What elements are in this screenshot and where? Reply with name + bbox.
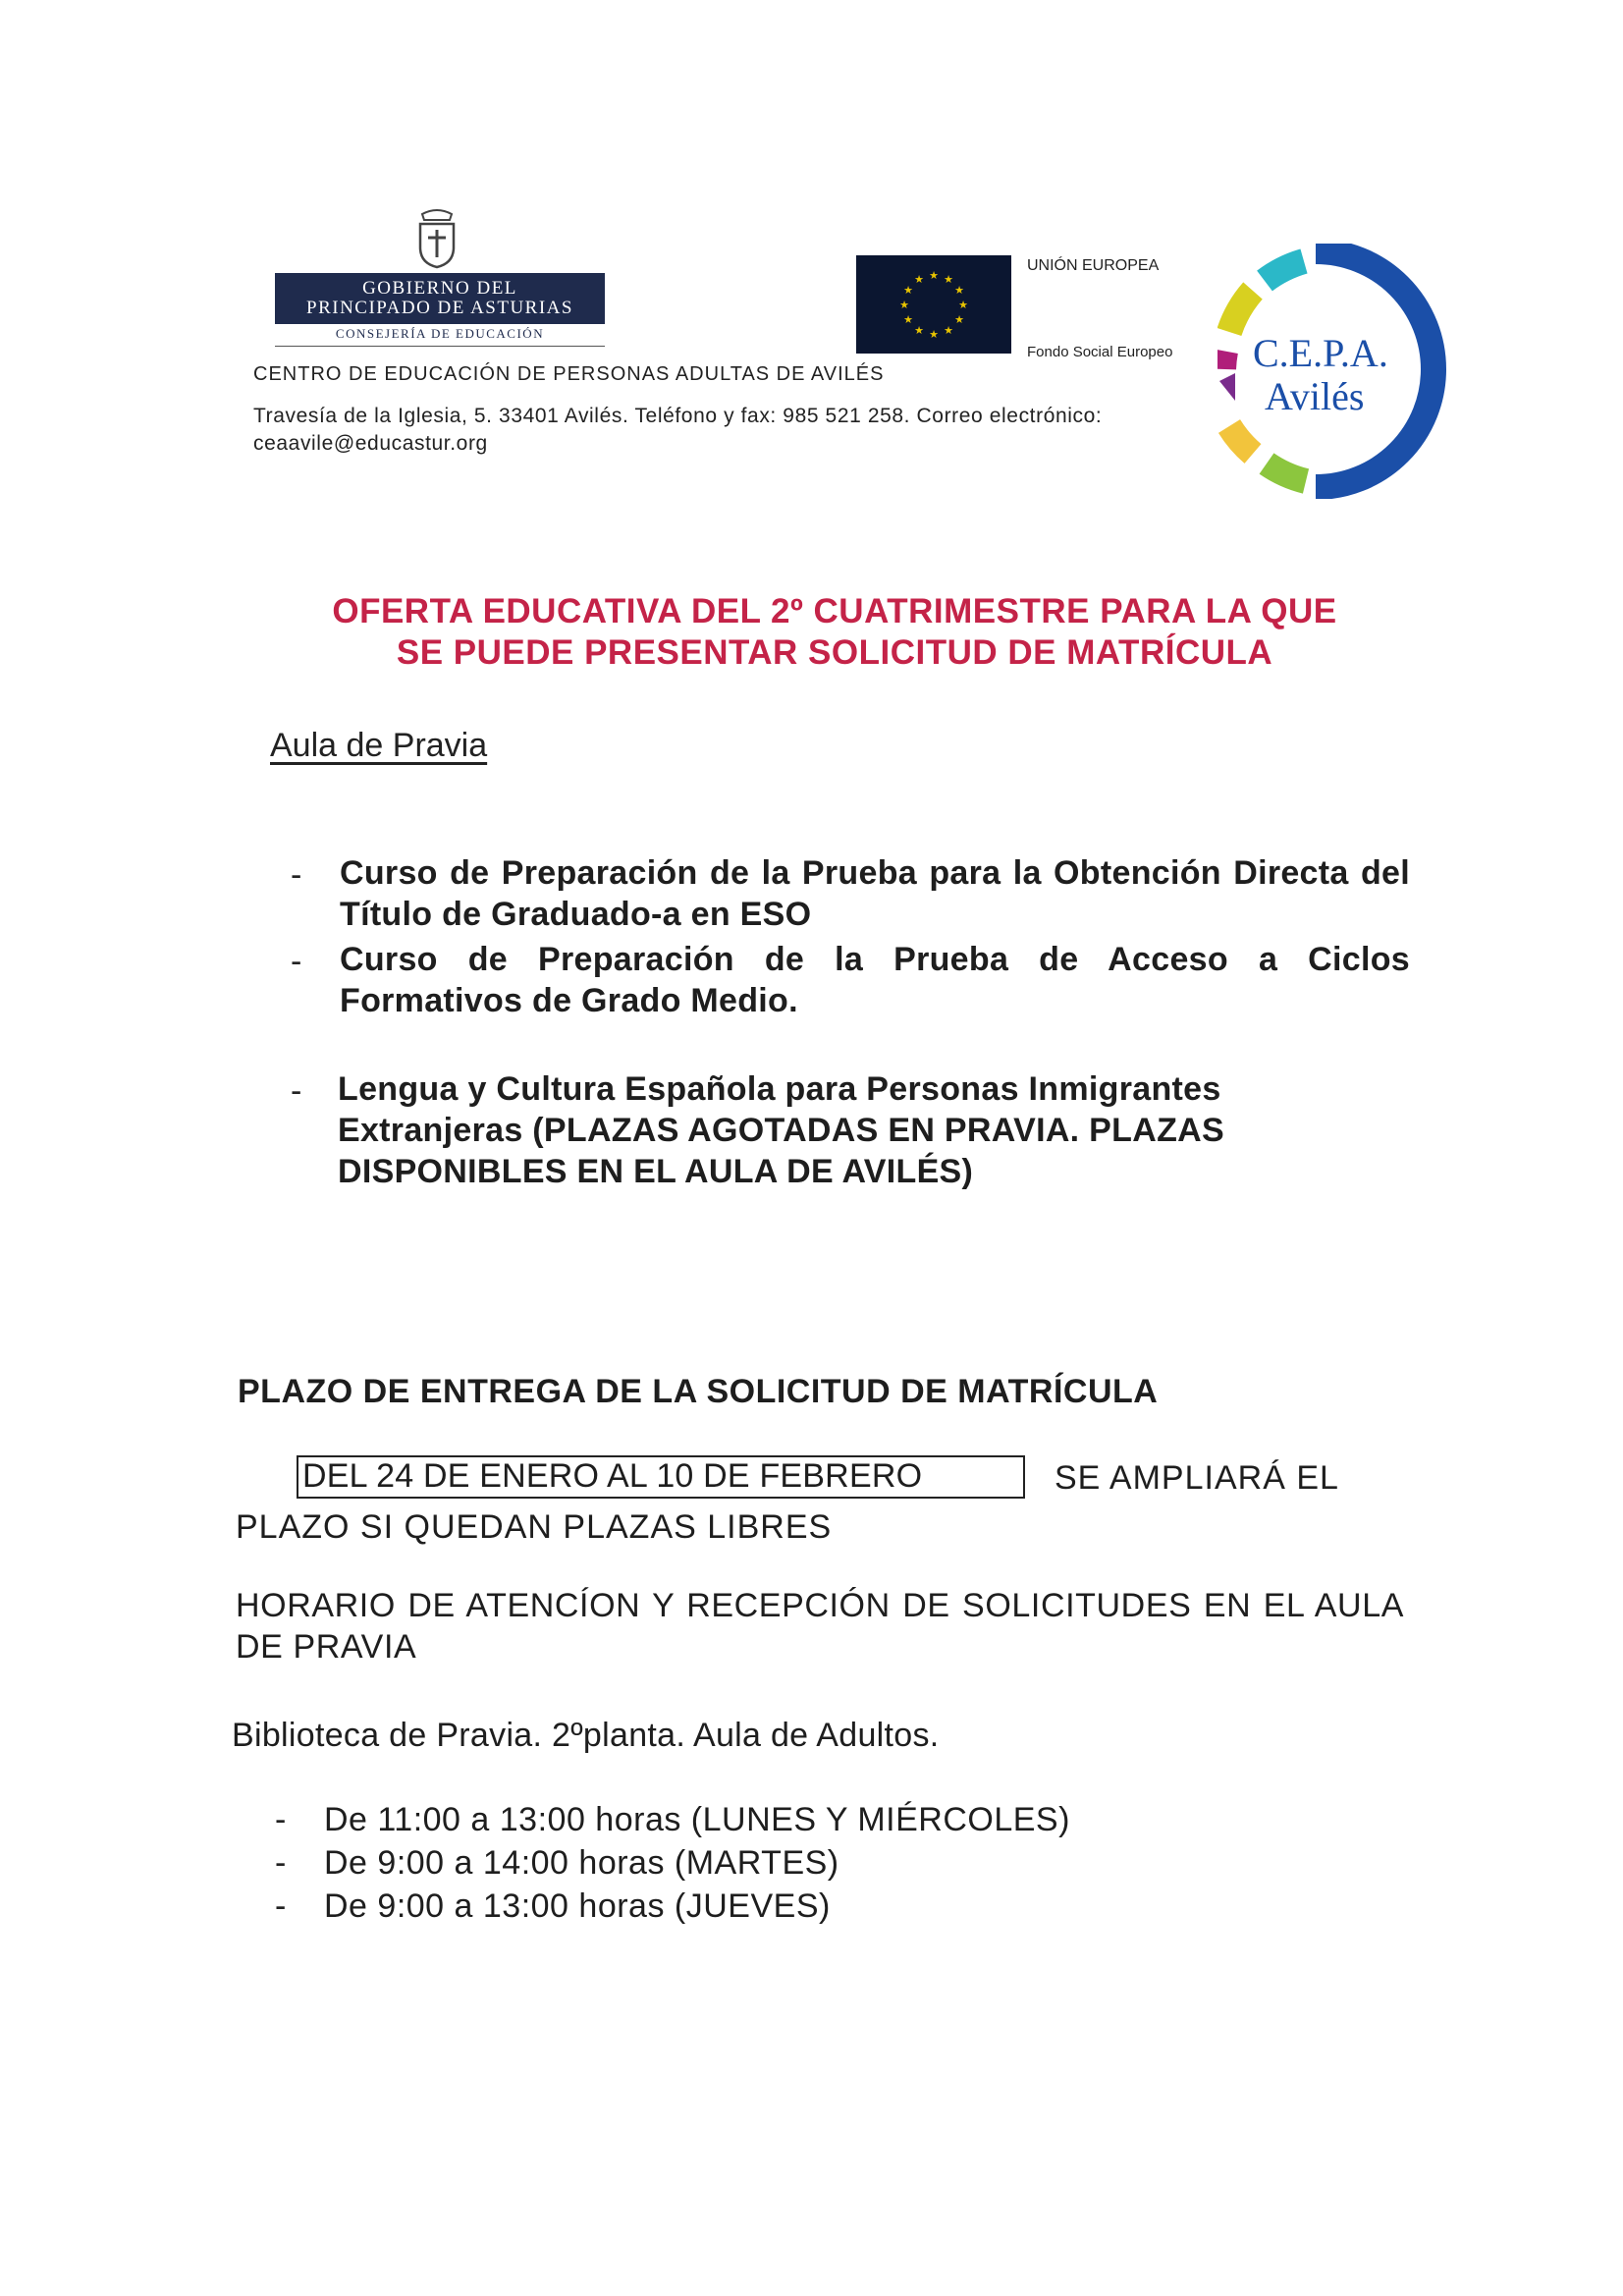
asturias-crest-icon xyxy=(412,208,461,269)
course-item-1: Curso de Preparación de la Prueba para la Obtención Directa del Título de Graduado-a en ESO xyxy=(340,854,1410,933)
eu-star-icon: ★ xyxy=(903,285,913,297)
bullet-dash: - xyxy=(275,1844,287,1882)
eu-star-icon: ★ xyxy=(944,325,953,337)
eu-star-icon: ★ xyxy=(954,285,964,297)
gov-department: CONSEJERÍA DE EDUCACIÓN xyxy=(335,326,545,341)
gov-line-2: PRINCIPADO DE ASTURIAS xyxy=(306,298,573,318)
eu-star-icon: ★ xyxy=(899,300,909,311)
bullet-dash: - xyxy=(275,1801,287,1838)
plazo-dates: DEL 24 DE ENERO AL 10 DE FEBRERO xyxy=(302,1457,923,1495)
bullet-dash: - xyxy=(291,943,302,980)
section-heading-aula: Aula de Pravia xyxy=(270,727,488,764)
eu-star-icon: ★ xyxy=(914,325,924,337)
page-title xyxy=(196,591,1473,674)
course-item-3: Lengua y Cultura Española para Personas Inmigrantes Extranjeras (PLAZAS AGOTADAS EN PRAVIA. PLAZAS DISPONIBLES EN EL AULA DE AVILÉS) xyxy=(338,1070,1224,1190)
plazo-extension-2: PLAZO SI QUEDAN PLAZAS LIBRES xyxy=(236,1508,833,1546)
bullet-dash: - xyxy=(291,1072,302,1110)
schedule-item-2: De 9:00 a 14:00 horas (MARTES) xyxy=(324,1844,839,1882)
horario-heading: HORARIO DE ATENCÍON Y RECEPCIÓN DE SOLICITUDES EN EL AULA DE PRAVIA xyxy=(236,1587,1404,1666)
eu-flag-icon xyxy=(856,255,1011,354)
eu-star-icon: ★ xyxy=(929,329,939,341)
gov-line-1: GOBIERNO DEL xyxy=(362,278,517,299)
plazo-heading: PLAZO DE ENTREGA DE LA SOLICITUD DE MATRÍCULA xyxy=(238,1373,1159,1410)
eu-star-icon: ★ xyxy=(954,314,964,326)
schedule-item-3: De 9:00 a 13:00 horas (JUEVES) xyxy=(324,1887,831,1925)
title-line-1: OFERTA EDUCATIVA DEL 2º CUATRIMESTRE PARA LA QUE xyxy=(332,592,1337,630)
cepa-logo-text-2: Avilés xyxy=(1265,374,1365,418)
eu-title: UNIÓN EUROPEA xyxy=(1027,257,1160,274)
school-address: Travesía de la Iglesia, 5. 33401 Avilés. Teléfono y fax: 985 521 258. Correo electrónico: ceaavile@educastur.org xyxy=(253,405,1103,455)
government-logo-box xyxy=(275,273,605,324)
school-name: CENTRO DE EDUCACIÓN DE PERSONAS ADULTAS DE AVILÉS xyxy=(253,363,885,385)
schedule-item-1: De 11:00 a 13:00 horas (LUNES Y MIÉRCOLES) xyxy=(324,1801,1070,1838)
title-line-2: SE PUEDE PRESENTAR SOLICITUD DE MATRÍCULA xyxy=(396,633,1273,672)
location-text: Biblioteca de Pravia. 2ºplanta. Aula de Adultos. xyxy=(232,1717,940,1754)
eu-star-icon: ★ xyxy=(929,270,939,282)
bullet-dash: - xyxy=(275,1887,287,1925)
cepa-logo-text-1: C.E.P.A. xyxy=(1253,331,1388,375)
eu-star-icon: ★ xyxy=(944,274,953,286)
eu-star-icon: ★ xyxy=(914,274,924,286)
eu-star-icon: ★ xyxy=(903,314,913,326)
plazo-extension-1: SE AMPLIARÁ EL xyxy=(1055,1459,1339,1497)
course-item-2: Curso de Preparación de la Prueba de Acceso a Ciclos Formativos de Grado Medio. xyxy=(340,941,1410,1019)
eu-fund: Fondo Social Europeo xyxy=(1027,344,1173,360)
eu-star-icon: ★ xyxy=(958,300,968,311)
bullet-dash: - xyxy=(291,856,302,894)
header-divider xyxy=(275,346,605,347)
